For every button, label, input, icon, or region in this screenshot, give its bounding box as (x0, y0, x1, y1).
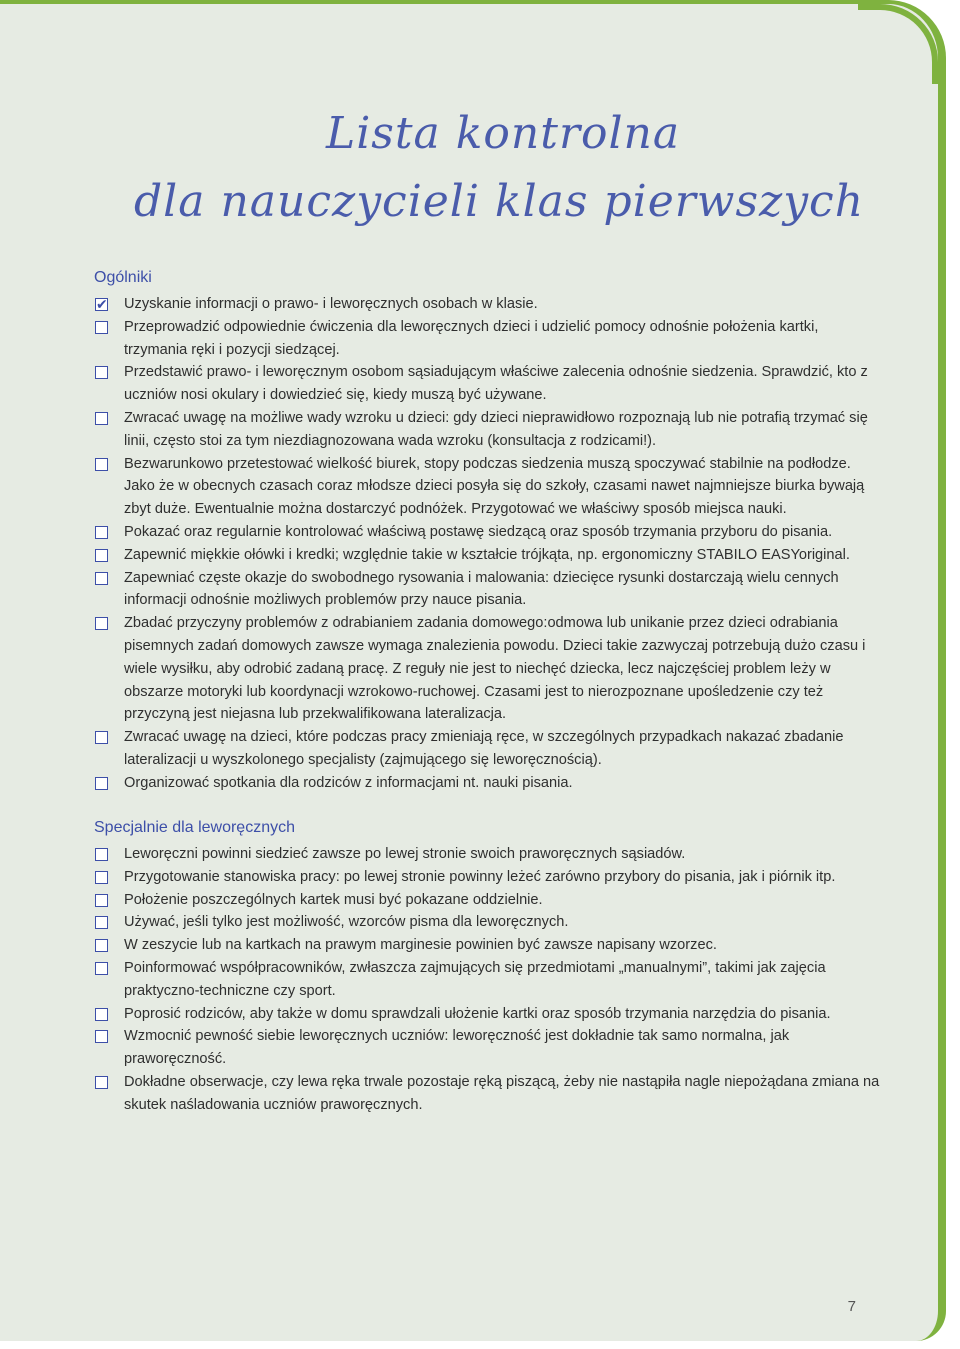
checkbox-icon[interactable] (95, 321, 108, 334)
checkbox-icon[interactable] (95, 894, 108, 907)
checklist-item-text: Używać, jeśli tylko jest możliwość, wzorców pisma dla leworęcznych. (124, 914, 569, 931)
checklist-item-text: Zapewniać częste okazje do swobodnego rysowania i malowania: dziecięce rysunki dostarczają wielu cennych informacji odnośnie możliwych problemów przy nauce pisania. (124, 569, 839, 609)
checkbox-icon[interactable] (95, 731, 108, 744)
checkbox-icon[interactable] (95, 1030, 108, 1043)
checklist-item (94, 726, 884, 772)
checklist-item-text: Zbadać przyczyny problemów z odrabianiem zadania domowego:odmowa lub unikanie przez dzieci odrabiania pisemnych zadań domowych zawsze wymaga znalezienia powodu. Dzieci takie zazwyczaj potrzebują dużo czasu i wiele wysiłku, aby odrobić zadaną pracę. Z reguły nie jest to niechęć dziecka, lecz najczęściej problem leży w obszarze motoryki lub koordynacji wzrokowo-ruchowej. Czasami jest to nierozpoznane upośledzenie czy też przyczyną jest niejasna lub przekwalifikowana lateralizacja. (124, 615, 866, 723)
checklist-item-text: W zeszycie lub na kartkach na prawym marginesie powinien być zawsze napisany wzorzec. (124, 937, 717, 954)
checkbox-icon[interactable] (95, 848, 108, 861)
checklist-item (94, 1025, 884, 1071)
checklist-item (94, 521, 884, 544)
checklist-item-text: Przygotowanie stanowiska pracy: po lewej stronie powinny leżeć zarówno przybory do pisania, jak i piórnik itp. (124, 868, 836, 885)
checklist-item (94, 843, 884, 866)
page-title-line-1: Lista kontrolna (326, 108, 681, 159)
section-heading: Ogólniki (94, 269, 152, 286)
checklist-item-text: Poprosić rodziców, aby także w domu sprawdzali ułożenie kartki oraz sposób trzymania narzędzia do pisania. (124, 1005, 831, 1022)
checklist-item (94, 453, 884, 521)
checkbox-checked-icon[interactable] (95, 298, 108, 311)
checklist-item-text: Poinformować współpracowników, zwłaszcza zajmujących się przedmiotami „manualnymi”, takimi jak zajęcia praktyczno-techniczne czy sport. (124, 959, 826, 999)
page-number: 7 (847, 1298, 856, 1315)
checkbox-icon[interactable] (95, 962, 108, 975)
checklist-item (94, 567, 884, 613)
checklist-item (94, 1003, 884, 1026)
checkbox-icon[interactable] (95, 939, 108, 952)
checklist-item (94, 361, 884, 407)
checklist-item-text: Dokładne obserwacje, czy lewa ręka trwale pozostaje ręką piszącą, żeby nie nastąpiła nagle niepożądana zmiana na skutek naśladowania uczniów praworęcznych. (124, 1073, 880, 1113)
checklist-item (94, 957, 884, 1003)
checklist-item-text: Zwracać uwagę na możliwe wady wzroku u dzieci: gdy dzieci nieprawidłowo rozpoznają lub nie potrafią trzymać się linii, często stoi za tym niezdiagnozowana wada wzroku (konsultacja z rodzicami!). (124, 409, 868, 449)
checklist-item-text: Przeprowadzić odpowiednie ćwiczenia dla leworęcznych dzieci i udzielić pomocy odnośnie położenia kartki, trzymania ręki i pozycji siedzącej. (124, 318, 819, 358)
checkbox-icon[interactable] (95, 458, 108, 471)
checklist-item-text: Pokazać oraz regularnie kontrolować właściwą postawę siedzącą oraz sposób trzymania przyboru do pisania. (124, 523, 833, 540)
section-general (94, 266, 884, 795)
checklist-item (94, 316, 884, 362)
checklist-item (94, 1071, 884, 1117)
checklist-item-text: Położenie poszczególnych kartek musi być pokazane oddzielnie. (124, 891, 543, 908)
section-left-handed (94, 816, 884, 1117)
checklist-item-text: Uzyskanie informacji o prawo- i leworęcznych osobach w klasie. (124, 296, 538, 312)
page-corner-decoration (858, 4, 938, 84)
checkbox-icon[interactable] (95, 412, 108, 425)
checklist-item-text: Bezwarunkowo przetestować wielkość biurek, stopy podczas siedzenia muszą spoczywać stabilnie na podłodze. Jako że w obecnych czasach coraz młodsze dzieci posyła się do szkoły, czasami nawet najmniejsze biurka bywają zbyt duże. Ewentualnie można dostarczyć podnóżek. Przygotować we właściwy sposób miejsca nauki. (124, 455, 865, 518)
checkbox-icon[interactable] (95, 916, 108, 929)
checklist-item (94, 934, 884, 957)
checkbox-icon[interactable] (95, 1076, 108, 1089)
checklist-item (94, 293, 884, 316)
checklist-item (94, 772, 884, 795)
checklist-item (94, 407, 884, 453)
checklist-item-text: Zwracać uwagę na dzieci, które podczas pracy zmieniają ręce, w szczególnych przypadkach nakazać zbadanie lateralizacji u wyszkolonego specjalisty (zajmującego się leworęcznością). (124, 729, 844, 768)
checklist (94, 293, 884, 795)
checkbox-icon[interactable] (95, 617, 108, 630)
checkbox-icon[interactable] (95, 777, 108, 790)
checkbox-icon[interactable] (95, 1008, 108, 1021)
page-title-line-2: dla nauczycieli klas pierwszych (134, 176, 865, 227)
checklist-item-text: Organizować spotkania dla rodziców z informacjami nt. nauki pisania. (124, 774, 573, 791)
section-heading: Specjalnie dla leworęcznych (94, 819, 295, 836)
checkbox-icon[interactable] (95, 526, 108, 539)
checklist-item-text: Leworęczni powinni siedzieć zawsze po lewej stronie swoich praworęcznych sąsiadów. (124, 846, 686, 862)
checklist-item (94, 544, 884, 567)
checklist-item (94, 911, 884, 934)
checklist-item (94, 889, 884, 912)
checkbox-icon[interactable] (95, 366, 108, 379)
checkbox-icon[interactable] (95, 572, 108, 585)
checkbox-icon[interactable] (95, 871, 108, 884)
checklist-item-text: Przedstawić prawo- i leworęcznym osobom sąsiadującym właściwe zalecenia odnośnie siedzenia. Sprawdzić, kto z uczniów nosi okulary i dowiedzieć się, kiedy muszą być używane. (124, 364, 868, 404)
checklist-item-text: Zapewnić miękkie ołówki i kredki; względnie takie w kształcie trójkąta, np. ergonomiczny STABILO EASYoriginal. (124, 546, 850, 563)
checklist-item-text: Wzmocnić pewność siebie leworęcznych uczniów: leworęczność jest dokładnie tak samo normalna, jak praworęczność. (124, 1028, 790, 1068)
checklist (94, 843, 884, 1117)
checklist-item (94, 866, 884, 889)
checklist-item (94, 612, 884, 726)
checkbox-icon[interactable] (95, 549, 108, 562)
